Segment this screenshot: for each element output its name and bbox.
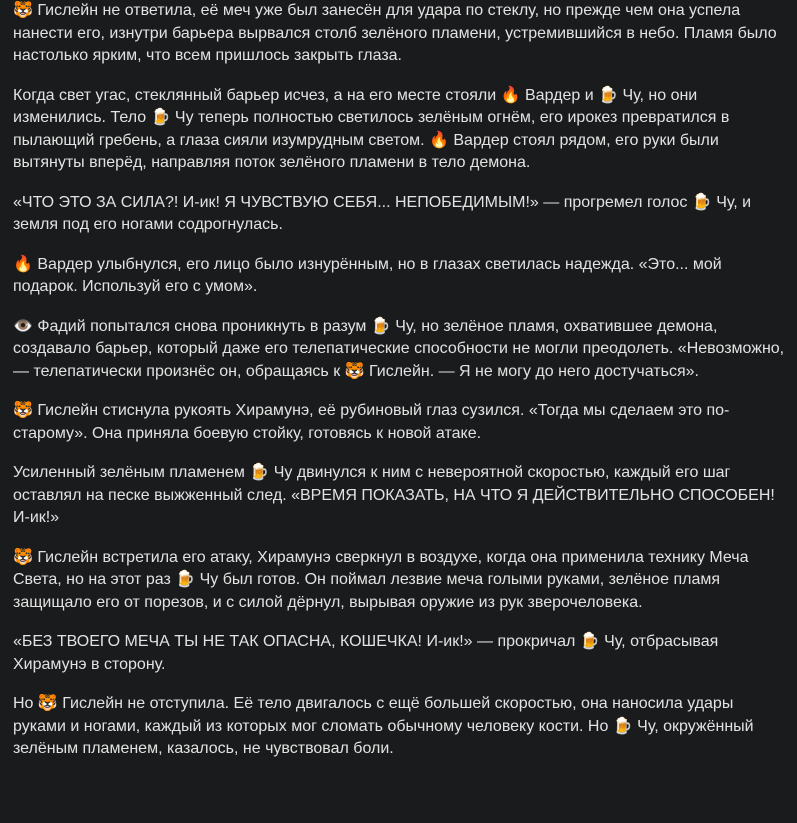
- paragraph-5: 👁️ Фадий попытался снова проникнуть в разум 🍺 Чу, но зелёное пламя, охватившее демона, создавало барьер, который даже его телепатические способности не могли преодолеть. «Невозможно, — телепатически произнёс он, обращаясь к 🐯 Гислейн. — Я не могу до него достучаться».: [13, 317, 785, 380]
- paragraph-7: Усиленный зелёным пламенем 🍺 Чу двинулся к ним с невероятной скоростью, каждый его шаг оставлял на песке выжженный след. «ВРЕМЯ ПОКАЗАТЬ, НА ЧТО Я ДЕЙСТВИТЕЛЬНО СПОСОБЕН! И-ик!»: [13, 464, 775, 526]
- paragraph-4: 🔥 Вардер улыбнулся, его лицо было изнурённым, но в глазах светилась надежда. «Это... мой подарок. Используй его с умом».: [13, 255, 722, 295]
- paragraph-3: «ЧТО ЭТО ЗА СИЛА?! И-ик! Я ЧУВСТВУЮ СЕБЯ... НЕПОБЕДИМЫМ!» — прогремел голос 🍺 Чу, и земля под его ногами содрогнулась.: [13, 193, 752, 233]
- story-text: [13, 0, 788, 778]
- paragraph-2: Когда свет угас, стеклянный барьер исчез, а на его месте стояли 🔥 Вардер и 🍺 Чу, но они изменились. Тело 🍺 Чу теперь полностью светилось зелёным огнём, его ирокез превратился в пылающий гребень, а глаза сияли изумрудным светом. 🔥 Вардер стоял рядом, его руки были вытянуты вперёд, направляя поток зелёного пламени в тело демона.: [13, 86, 730, 171]
- paragraph-6: 🐯 Гислейн стиснула рукоять Хирамунэ, её рубиновый глаз сузился. «Тогда мы сделаем это по-старому». Она приняла боевую стойку, готовясь к новой атаке.: [13, 402, 730, 442]
- paragraph-10: Но 🐯 Гислейн не отступила. Её тело двигалось с ещё большей скоростью, она наносила удары руками и ногами, каждый из которых мог сломать обычному человеку кости. Но 🍺 Чу, окружённый зелёным пламенем, казалось, не чувствовал боли.: [13, 695, 754, 757]
- paragraph-9: «БЕЗ ТВОЕГО МЕЧА ТЫ НЕ ТАК ОПАСНА, КОШЕЧКА! И-ик!» — прокричал 🍺 Чу, отбрасывая Хирамунэ в сторону.: [13, 633, 719, 673]
- paragraph-1: 🐯 Гислейн не ответила, её меч уже был занесён для удара по стеклу, но прежде чем она успела нанести его, изнутри барьера вырвался столб зелёного пламени, устремившийся в небо. Пламя было настолько ярким, что всем пришлось закрыть глаза.: [13, 2, 777, 64]
- paragraph-8: 🐯 Гислейн встретила его атаку, Хирамунэ сверкнул в воздухе, когда она применила технику Меча Света, но на этот раз 🍺 Чу был готов. Он поймал лезвие меча голыми руками, зелёное пламя защищало его от порезов, и с силой дёрнул, вырывая оружие из рук зверочеловека.: [13, 548, 749, 611]
